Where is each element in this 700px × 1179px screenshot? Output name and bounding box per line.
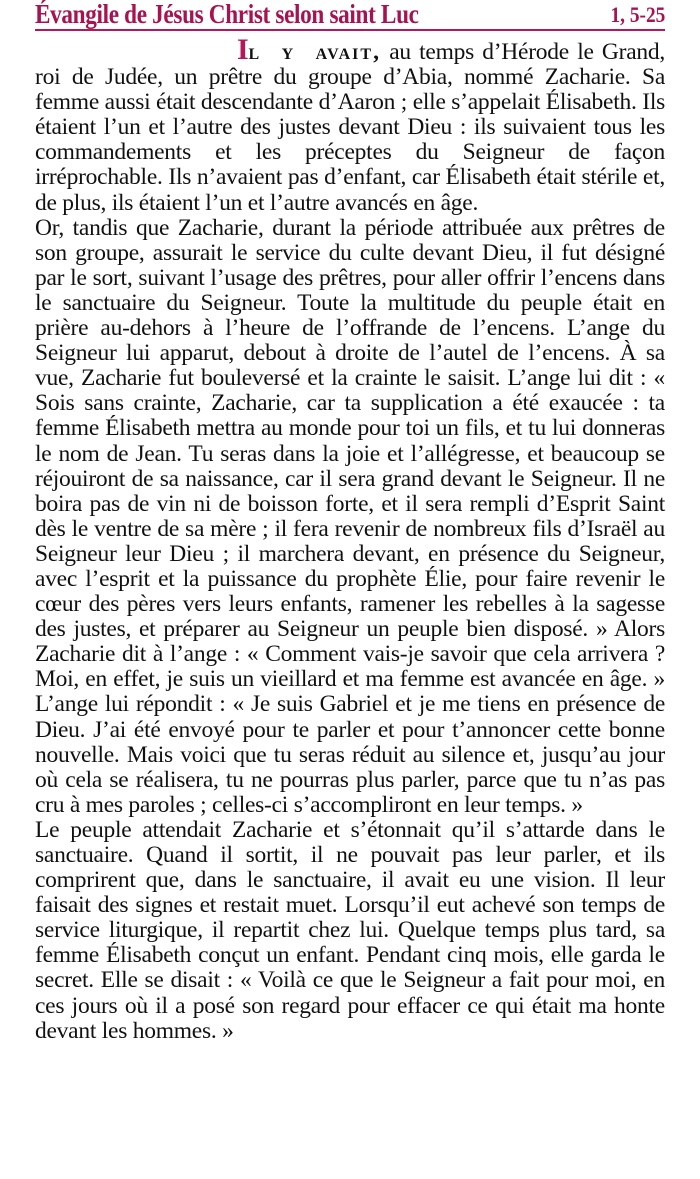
- reading-page: [35, 0, 665, 1044]
- reading-text: [35, 33, 665, 1044]
- reading-header: [35, 0, 665, 31]
- paragraph-2: Or, tandis que Zacharie, durant la période attribuée aux prêtres de son groupe, assurait le service du culte devant Dieu, il fut désigné par le sort, suivant l’usage des prêtres, pour aller offrir l’encens dans le sanctuaire du Seigneur. Toute la multitude du peuple était en prière au-dehors à l’heure de l’offrande de l’encens. L’ange du Seigneur lui apparut, debout à droite de l’autel de l’encens. À sa vue, Zacharie fut bouleversé et la crainte le saisit. L’ange lui dit : « Sois sans crainte, Zacharie, car ta supplication a été exaucée : ta femme Élisabeth mettra au monde pour toi un fils, et tu lui donneras le nom de Jean. Tu seras dans la joie et l’allégresse, et beaucoup se réjouiront de sa naissance, car il sera grand devant le Seigneur. Il ne boira pas de vin ni de boisson forte, et il sera rempli d’Esprit Saint dès le ventre de sa mère ; il fera revenir de nombreux fils d’Israël au Seigneur leur Dieu ; il marchera devant, en présence du Seigneur, avec l’esprit et la puissance du prophète Élie, pour faire revenir le cœur des pères vers leurs enfants, ramener les rebelles à la sagesse des justes, et préparer au Seigneur un peuple bien disposé. » Alors Zacharie dit à l’ange : « Comment vais-je savoir que cela arrivera ? Moi, en effet, je suis un vieillard et ma femme est avancée en âge. » L’ange lui répondit : « Je suis Gabriel et je me tiens en présence de Dieu. J’ai été envoyé pour te parler et pour t’annoncer cette bonne nouvelle. Mais voici que tu seras réduit au silence et, jusqu’au jour où cela se réalisera, tu ne pourras plus parler, parce que tu n’as pas cru à mes paroles ; celles-ci s’accompliront en leur temps. »: [35, 214, 665, 818]
- opening-smallcaps: l y avait,: [248, 39, 381, 65]
- dropcap-letter: I: [237, 33, 249, 66]
- verse-reference: 1, 5-25: [610, 2, 665, 27]
- paragraph-1-text: au temps d’Hérode le Grand, roi de Judée, un prêtre du groupe d’Abia, nommé Zacharie. Sa femme aussi était descendante d’Aaron ; elle s’appelait Élisabeth. Ils étaient l’un et l’autre des justes devant Dieu : ils suivaient tous les commandements et les préceptes du Seigneur de façon irréprochable. Ils n’avaient pas d’enfant, car Élisabeth était stérile et, de plus, ils étaient l’un et l’autre avancés en âge.: [35, 39, 665, 216]
- gospel-title: Évangile de Jésus Christ selon saint Luc: [35, 0, 419, 29]
- paragraph-1: [35, 33, 665, 216]
- paragraph-3: Le peuple attendait Zacharie et s’étonnait qu’il s’attarde dans le sanctuaire. Quand il sortit, il ne pouvait pas leur parler, et ils comprirent que, dans le sanctuaire, il avait eu une vision. Il leur faisait des signes et restait muet. Lorsqu’il eut achevé son temps de service liturgique, il repartit chez lui. Quelque temps plus tard, sa femme Élisabeth conçut un enfant. Pendant cinq mois, elle garda le secret. Elle se disait : « Voilà ce que le Seigneur a fait pour moi, en ces jours où il a posé son regard pour effacer ce qui était ma honte devant les hommes. »: [35, 816, 665, 1044]
